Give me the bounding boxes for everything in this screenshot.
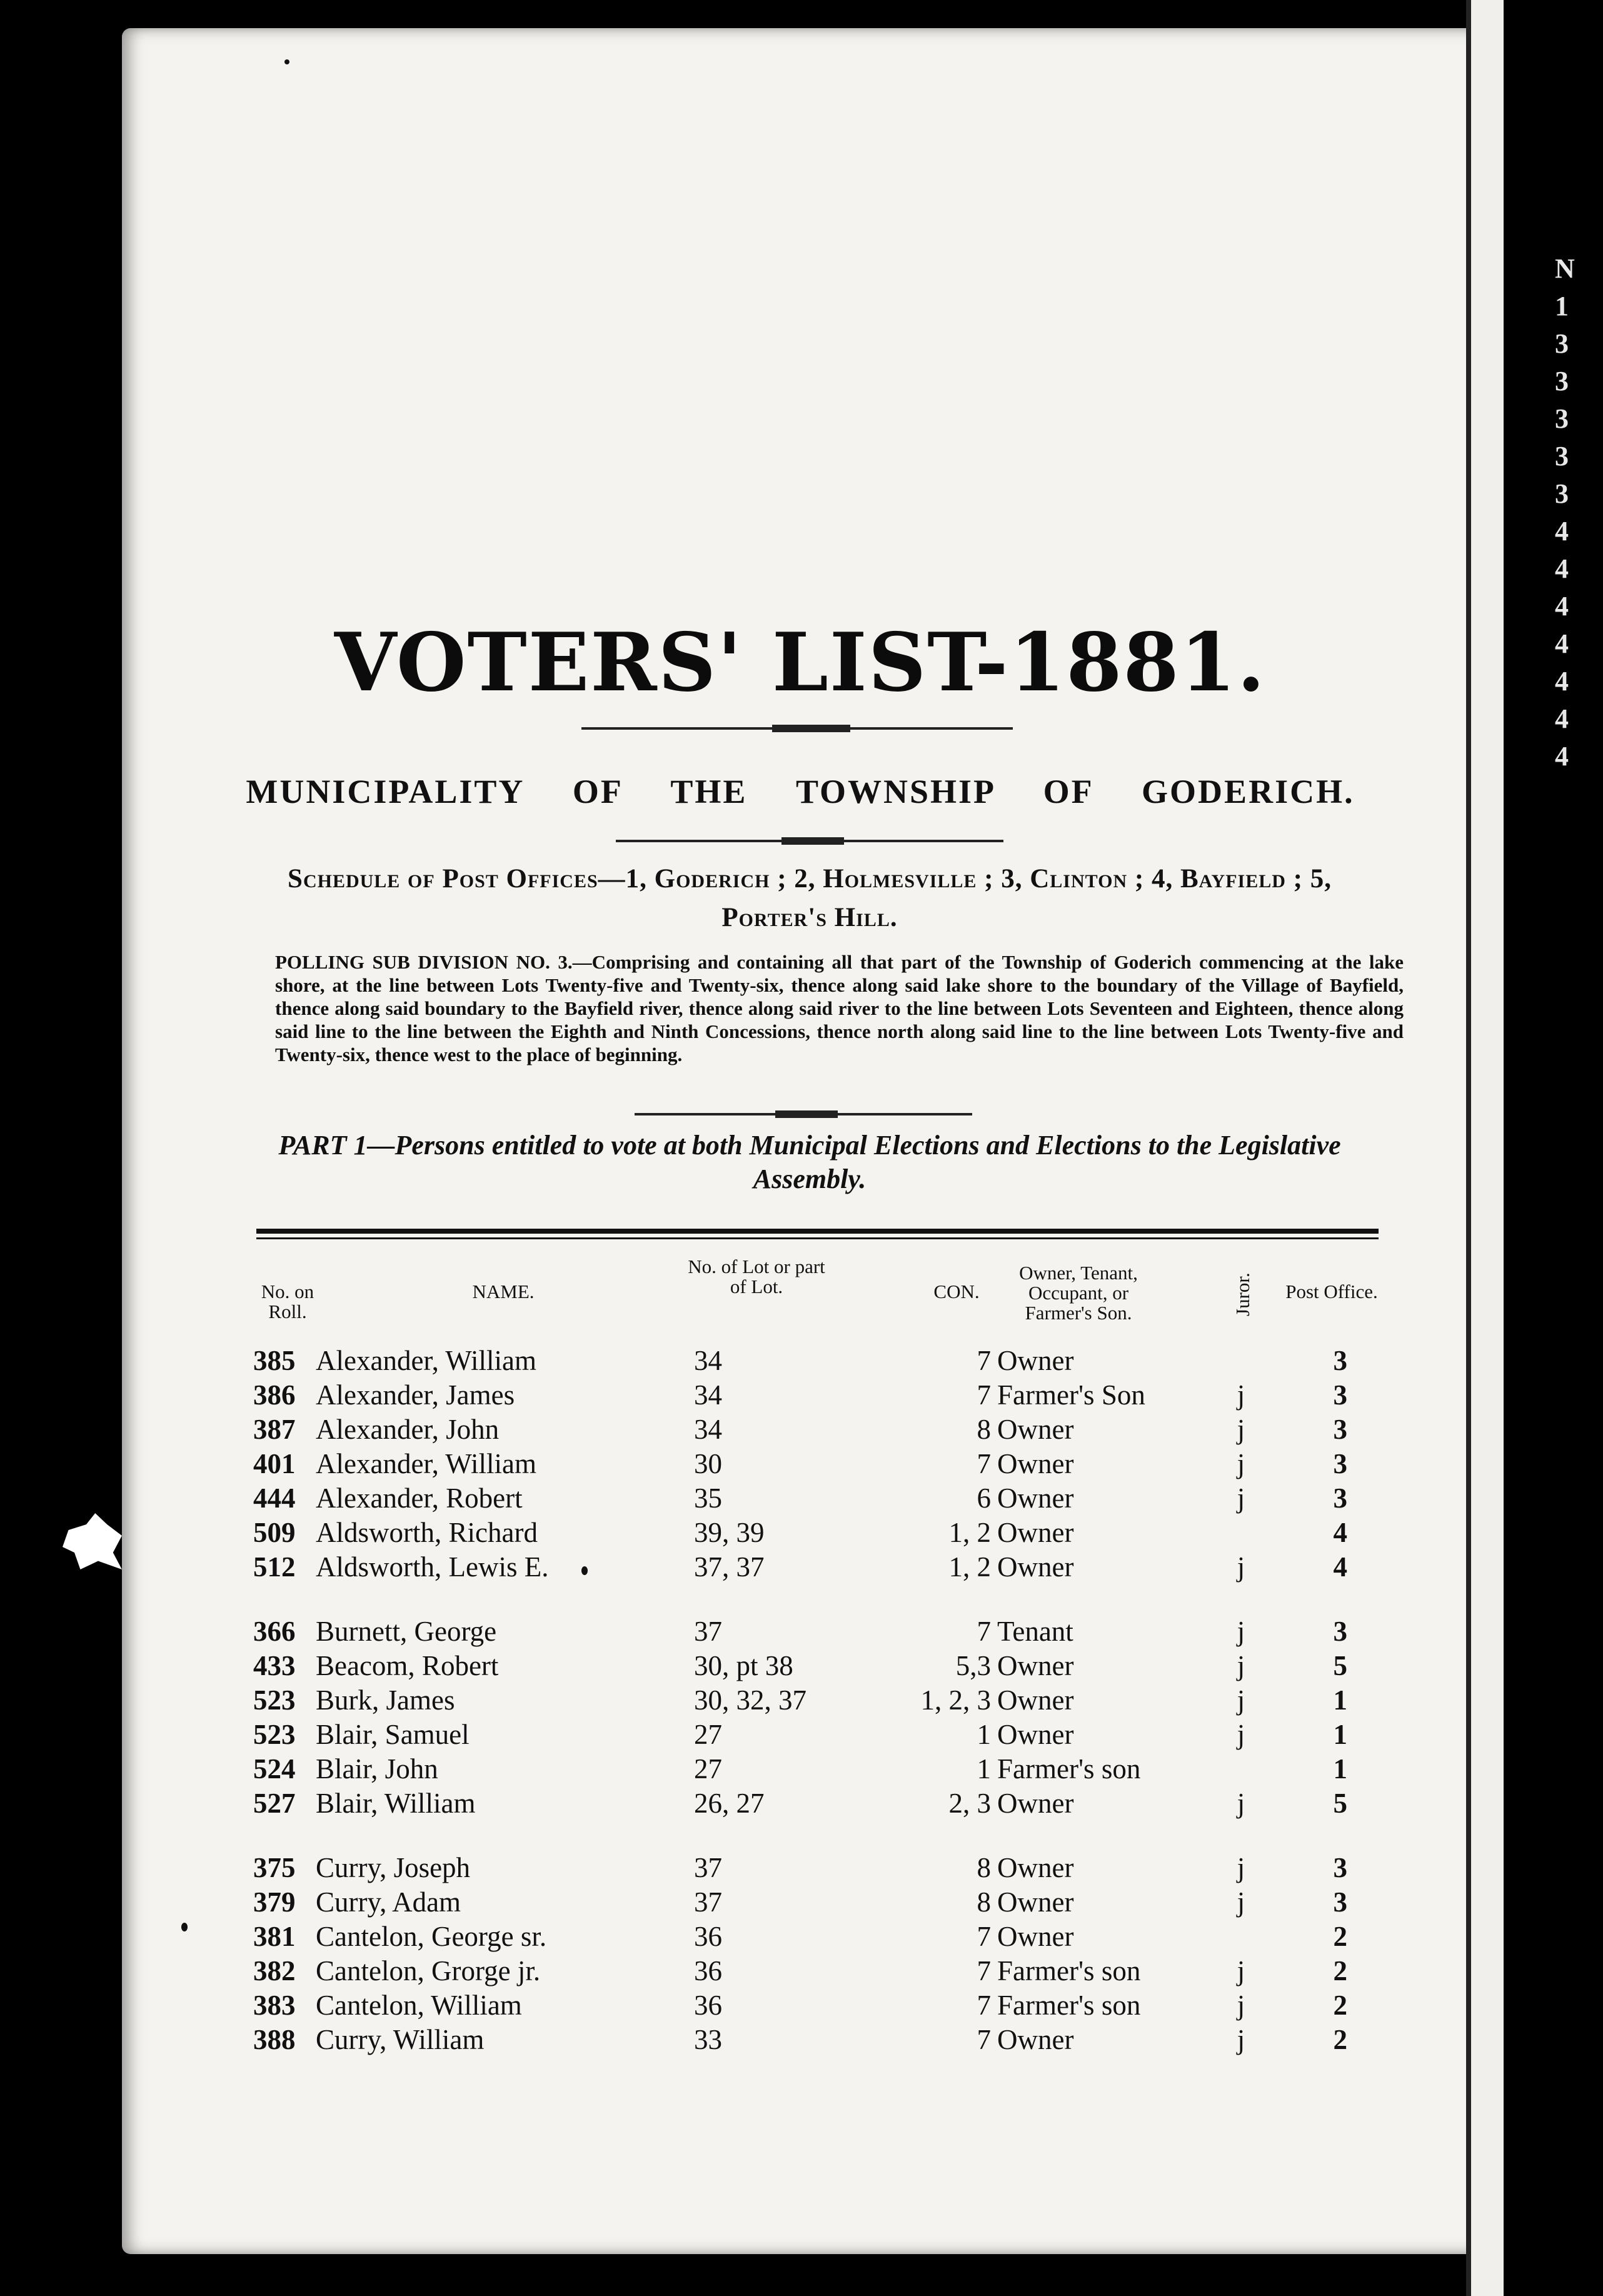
margin-digit: 4 bbox=[1555, 703, 1569, 734]
margin-digit: 4 bbox=[1555, 516, 1569, 546]
voter-name: Alexander, John bbox=[316, 1414, 500, 1445]
owner-status: Owner bbox=[997, 1921, 1074, 1952]
post-office: 1 bbox=[1333, 1684, 1347, 1716]
voter-name: Curry, William bbox=[316, 2024, 485, 2055]
margin-digit: 3 bbox=[1555, 366, 1569, 396]
concession: 1 bbox=[977, 1719, 991, 1750]
table-row bbox=[253, 1413, 1347, 1448]
juror-mark bbox=[1210, 1753, 1272, 1787]
roll-number: 379 bbox=[253, 1886, 296, 1918]
roll-number: 527 bbox=[253, 1788, 296, 1819]
roll-number: 382 bbox=[253, 1955, 296, 1986]
margin-digit: 3 bbox=[1555, 441, 1569, 471]
owner-status: Owner bbox=[997, 1684, 1074, 1716]
table-row bbox=[253, 1615, 1347, 1649]
voter-name: Cantelon, George sr. bbox=[316, 1921, 547, 1952]
lot-number: 27 bbox=[694, 1719, 722, 1750]
roll-number: 509 bbox=[253, 1517, 296, 1548]
ink-spot bbox=[581, 1566, 588, 1575]
municipality-rule-center bbox=[781, 837, 844, 845]
header-lot: No. of Lot or part of Lot. bbox=[688, 1256, 825, 1297]
post-office: 1 bbox=[1333, 1753, 1347, 1785]
post-office: 3 bbox=[1333, 1448, 1347, 1479]
table-row bbox=[253, 1482, 1347, 1516]
voter-name: Burnett, George bbox=[316, 1616, 497, 1647]
adjacent-page-shadow bbox=[1504, 0, 1603, 2296]
lot-number: 39, 39 bbox=[694, 1517, 765, 1548]
juror-mark: j bbox=[1237, 1379, 1245, 1411]
post-office: 2 bbox=[1333, 1921, 1347, 1952]
juror-mark: j bbox=[1237, 2024, 1245, 2055]
owner-status: Farmer's Son bbox=[997, 1379, 1145, 1411]
voter-name: Cantelon, Grorge jr. bbox=[316, 1955, 541, 1986]
post-office: 4 bbox=[1333, 1517, 1347, 1548]
juror-mark bbox=[1210, 1920, 1272, 1955]
table-row bbox=[253, 1684, 1347, 1718]
voters-table bbox=[253, 1344, 1347, 2058]
juror-mark: j bbox=[1237, 1650, 1245, 1681]
roll-number: 387 bbox=[253, 1414, 296, 1445]
lot-number: 35 bbox=[694, 1483, 722, 1514]
owner-status: Owner bbox=[997, 1650, 1074, 1681]
roll-number: 433 bbox=[253, 1650, 296, 1681]
concession: 7 bbox=[977, 1379, 991, 1411]
lot-number: 37 bbox=[694, 1852, 722, 1883]
juror-mark: j bbox=[1237, 1852, 1245, 1883]
lot-number: 36 bbox=[694, 1955, 722, 1986]
roll-number: 523 bbox=[253, 1719, 296, 1750]
table-row bbox=[253, 1989, 1347, 2023]
juror-mark bbox=[1210, 1344, 1272, 1379]
owner-status: Owner bbox=[997, 1788, 1074, 1819]
owner-status: Owner bbox=[997, 1886, 1074, 1918]
post-office: 2 bbox=[1333, 2024, 1347, 2055]
table-row bbox=[253, 1851, 1347, 1886]
lot-number: 34 bbox=[694, 1345, 722, 1376]
municipality-heading: MUNICIPALITY OF THE TOWNSHIP OF GODERICH. bbox=[246, 773, 1355, 810]
concession: 1, 2 bbox=[948, 1551, 991, 1583]
juror-mark: j bbox=[1237, 1551, 1245, 1583]
margin-digit: 3 bbox=[1555, 403, 1569, 434]
lot-number: 33 bbox=[694, 2024, 722, 2055]
post-office: 2 bbox=[1333, 1990, 1347, 2021]
post-office: 5 bbox=[1333, 1650, 1347, 1681]
juror-mark: j bbox=[1237, 1616, 1245, 1647]
roll-number: 383 bbox=[253, 1990, 296, 2021]
post-office: 3 bbox=[1333, 1852, 1347, 1883]
voter-name: Blair, Samuel bbox=[316, 1719, 470, 1750]
voter-name: Curry, Adam bbox=[316, 1886, 461, 1918]
owner-status: Farmer's son bbox=[997, 1955, 1141, 1986]
owner-status: Farmer's son bbox=[997, 1753, 1141, 1785]
lot-number: 36 bbox=[694, 1990, 722, 2021]
header-owner-status: Owner, Tenant, Occupant, or Farmer's Son. bbox=[1019, 1262, 1138, 1324]
post-office: 1 bbox=[1333, 1719, 1347, 1750]
voter-name: Alexander, James bbox=[316, 1379, 515, 1411]
juror-mark bbox=[1210, 1516, 1272, 1551]
header-name: NAME. bbox=[472, 1281, 535, 1302]
roll-number: 386 bbox=[253, 1379, 296, 1411]
roll-number: 512 bbox=[253, 1551, 296, 1583]
roll-number: 401 bbox=[253, 1448, 296, 1479]
roll-number: 444 bbox=[253, 1483, 296, 1514]
lot-number: 26, 27 bbox=[694, 1788, 765, 1819]
table-row bbox=[253, 1955, 1347, 1989]
post-office: 3 bbox=[1333, 1345, 1347, 1376]
voter-name: Cantelon, William bbox=[316, 1990, 522, 2021]
concession: 8 bbox=[977, 1886, 991, 1918]
concession: 7 bbox=[977, 1921, 991, 1952]
concession: 7 bbox=[977, 1990, 991, 2021]
lot-number: 27 bbox=[694, 1753, 722, 1785]
adjacent-page-edge bbox=[1466, 0, 1509, 2296]
owner-status: Owner bbox=[997, 1852, 1074, 1883]
roll-number: 366 bbox=[253, 1616, 296, 1647]
post-office: 3 bbox=[1333, 1616, 1347, 1647]
binding-blot bbox=[63, 1513, 122, 1569]
title-rule-center bbox=[772, 725, 850, 732]
margin-digit: 4 bbox=[1555, 666, 1569, 697]
juror-mark: j bbox=[1237, 1483, 1245, 1514]
margin-digit: 4 bbox=[1555, 553, 1569, 584]
juror-mark: j bbox=[1237, 1886, 1245, 1918]
owner-status: Owner bbox=[997, 1414, 1074, 1445]
owner-status: Owner bbox=[997, 1551, 1074, 1583]
margin-digit: 3 bbox=[1555, 328, 1569, 359]
voter-name: Alexander, Robert bbox=[316, 1483, 523, 1514]
owner-status: Owner bbox=[997, 1483, 1074, 1514]
table-row bbox=[253, 1551, 1347, 1585]
voter-name: Beacom, Robert bbox=[316, 1650, 499, 1681]
roll-number: 523 bbox=[253, 1684, 296, 1716]
post-office-schedule: Schedule of Post Offices—1, Goderich ; 2, Holmesville ; 3, Clinton ; 4, Bayfield ; 5, Porter's Hill. bbox=[288, 864, 1332, 932]
page-title: VOTERS' LIST-1881. bbox=[334, 616, 1267, 710]
concession: 1 bbox=[977, 1753, 991, 1785]
lot-number: 34 bbox=[694, 1414, 722, 1445]
voter-name: Blair, William bbox=[316, 1788, 476, 1819]
concession: 7 bbox=[977, 1448, 991, 1479]
roll-number: 375 bbox=[253, 1852, 296, 1883]
lot-number: 30, pt 38 bbox=[694, 1650, 793, 1681]
margin-digit: N bbox=[1555, 253, 1575, 284]
concession: 8 bbox=[977, 1414, 991, 1445]
post-office: 3 bbox=[1333, 1414, 1347, 1445]
lot-number: 37 bbox=[694, 1616, 722, 1647]
voter-name: Alexander, William bbox=[316, 1448, 536, 1479]
post-office: 2 bbox=[1333, 1955, 1347, 1986]
lot-number: 34 bbox=[694, 1379, 722, 1411]
juror-mark: j bbox=[1237, 1788, 1245, 1819]
juror-mark: j bbox=[1237, 1719, 1245, 1750]
voter-name: Burk, James bbox=[316, 1684, 455, 1716]
juror-mark: j bbox=[1237, 1955, 1245, 1986]
table-row bbox=[253, 1344, 1347, 1379]
margin-digit: 4 bbox=[1555, 628, 1569, 659]
lot-number: 37 bbox=[694, 1886, 722, 1918]
group-spacer bbox=[253, 1821, 1347, 1851]
adjacent-page-digits bbox=[1555, 250, 1580, 775]
ink-spot bbox=[181, 1923, 188, 1931]
header-con: CON. bbox=[933, 1281, 980, 1302]
roll-number: 524 bbox=[253, 1753, 296, 1785]
post-office: 3 bbox=[1333, 1483, 1347, 1514]
lot-number: 36 bbox=[694, 1921, 722, 1952]
juror-mark: j bbox=[1237, 1448, 1245, 1479]
owner-status: Tenant bbox=[997, 1616, 1073, 1647]
concession: 7 bbox=[977, 1955, 991, 1986]
header-post-office: Post Office. bbox=[1285, 1281, 1378, 1302]
part-heading: PART 1—Persons entitled to vote at both Municipal Elections and Elections to the Legislative Assembly. bbox=[278, 1130, 1341, 1194]
header-juror: Juror. bbox=[1232, 1272, 1254, 1316]
post-office: 3 bbox=[1333, 1886, 1347, 1918]
margin-digit: 3 bbox=[1555, 478, 1569, 509]
polling-subdivision-description: POLLING SUB DIVISION NO. 3.—Comprising and containing all that part of the Township of Goderich commencing at the lake shore, at the line between Lots Twenty-five and Twenty-six, thence along said lake shore to the boundary of the Village of Bayfield, thence along said boundary to the Bayfield river, thence along said river to the line between Lots Seventeen and Eighteen, thence along said line to the line between the Eighth and Ninth Concessions, thence north along said line to the line between Lots Twenty-five and Twenty-six, thence west to the place of beginning. bbox=[275, 951, 1404, 1065]
concession: 2, 3 bbox=[948, 1788, 991, 1819]
table-row bbox=[253, 1718, 1347, 1753]
margin-digit: 4 bbox=[1555, 741, 1569, 772]
table-row bbox=[253, 1516, 1347, 1551]
polling-rule-center bbox=[775, 1110, 838, 1118]
voter-name: Blair, John bbox=[316, 1753, 438, 1785]
voter-name: Curry, Joseph bbox=[316, 1852, 471, 1883]
owner-status: Owner bbox=[997, 1345, 1074, 1376]
table-row bbox=[253, 1886, 1347, 1920]
concession: 1, 2 bbox=[948, 1517, 991, 1548]
table-row bbox=[253, 1448, 1347, 1482]
juror-mark: j bbox=[1237, 1414, 1245, 1445]
margin-digit: 1 bbox=[1555, 291, 1569, 321]
margin-digit: 4 bbox=[1555, 591, 1569, 622]
table-row bbox=[253, 1787, 1347, 1821]
voter-name: Alexander, William bbox=[316, 1345, 536, 1376]
voter-name: Aldsworth, Lewis E. bbox=[316, 1551, 549, 1583]
roll-number: 385 bbox=[253, 1345, 296, 1376]
roll-number: 381 bbox=[253, 1921, 296, 1952]
roll-number: 388 bbox=[253, 2024, 296, 2055]
owner-status: Owner bbox=[997, 2024, 1074, 2055]
lot-number: 30 bbox=[694, 1448, 722, 1479]
lot-number: 37, 37 bbox=[694, 1551, 765, 1583]
juror-mark: j bbox=[1237, 1990, 1245, 2021]
owner-status: Owner bbox=[997, 1517, 1074, 1548]
concession: 8 bbox=[977, 1852, 991, 1883]
concession: 7 bbox=[977, 1345, 991, 1376]
group-spacer bbox=[253, 1585, 1347, 1615]
concession: 7 bbox=[977, 2024, 991, 2055]
ink-spot bbox=[284, 59, 289, 64]
table-row bbox=[253, 1649, 1347, 1684]
lot-number: 30, 32, 37 bbox=[694, 1684, 807, 1716]
juror-mark: j bbox=[1237, 1684, 1245, 1716]
owner-status: Owner bbox=[997, 1448, 1074, 1479]
document-page bbox=[122, 28, 1479, 2254]
owner-status: Farmer's son bbox=[997, 1990, 1141, 2021]
concession: 7 bbox=[977, 1616, 991, 1647]
header-roll-number: No. on Roll. bbox=[261, 1281, 314, 1322]
voter-name: Aldsworth, Richard bbox=[316, 1517, 538, 1548]
post-office: 4 bbox=[1333, 1551, 1347, 1583]
table-row bbox=[253, 2023, 1347, 2058]
owner-status: Owner bbox=[997, 1719, 1074, 1750]
concession: 6 bbox=[977, 1483, 991, 1514]
concession: 1, 2, 3 bbox=[920, 1684, 991, 1716]
post-office: 5 bbox=[1333, 1788, 1347, 1819]
table-row bbox=[253, 1753, 1347, 1787]
post-office: 3 bbox=[1333, 1379, 1347, 1411]
table-row bbox=[253, 1920, 1347, 1955]
concession: 5,3 bbox=[955, 1650, 991, 1681]
table-row bbox=[253, 1379, 1347, 1413]
table-top-rule bbox=[256, 1229, 1379, 1239]
